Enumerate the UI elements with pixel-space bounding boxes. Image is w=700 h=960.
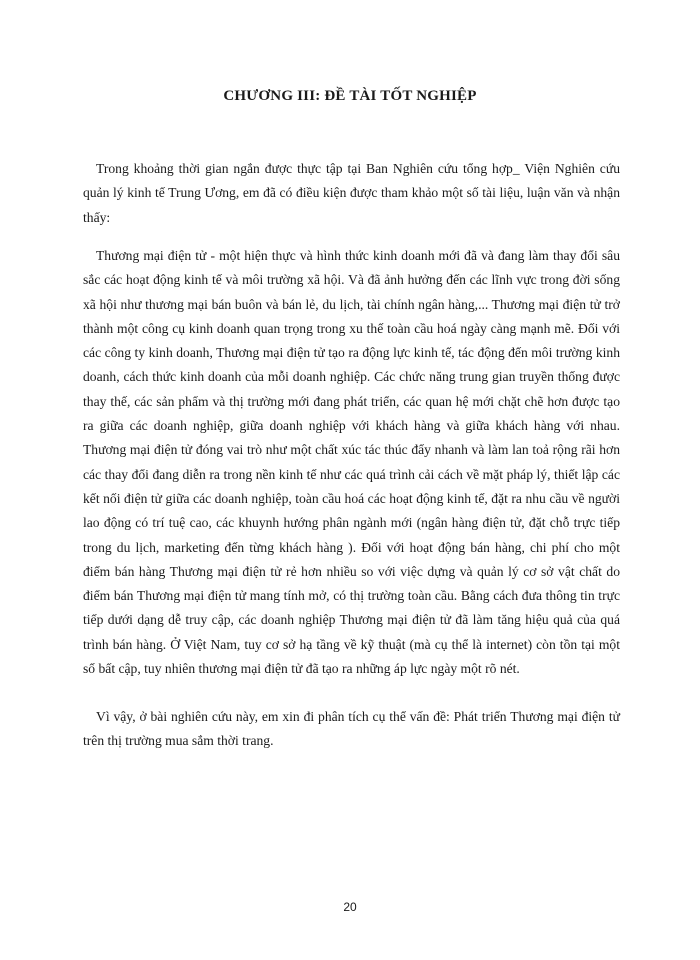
paragraph-main: Thương mại điện tử - một hiện thực và hình thức kinh doanh mới đã và đang làm thay đổi sâu sắc các hoạt động kinh tế và môi trường xã hội. Và đã ảnh hưởng đến các lĩnh vực trong đời sống xã hội như thương mại bán buôn và bán lẻ, du lịch, tài chính ngân hàng,... Thương mại điện tử trở thành một công cụ kinh doanh quan trọng trong xu thế toàn cầu hoá ngày càng mạnh mẽ. Đối với các công ty kinh doanh, Thương mại điện tử tạo ra động lực kinh tế, tác động đến môi trường kinh doanh, cách thức kinh doanh của mỗi doanh nghiệp. Các chức năng trung gian truyền thống được thay thế, các sản phẩm và thị trường mới đang phát triển, các quan hệ mới chặt chẽ hơn được tạo ra giữa các doanh nghiệp, giữa doanh nghiệp với khách hàng và giữa khách hàng với nhau. Thương mại điện tử đóng vai trò như một chất xúc tác thúc đẩy nhanh và làm lan toả rộng rãi hơn các thay đổi đang diễn ra trong nền kinh tế như các quá trình cải cách về mặt pháp lý, thiết lập các kết nối điện tử giữa các doanh nghiệp, toàn cầu hoá các hoạt động kinh tế, đặt ra nhu cầu về người lao động có trí tuệ cao, các khuynh hướng phân ngành mới (ngân hàng điện tử, đặt chỗ trực tiếp trong du lịch, marketing đến từng khách hàng ). Đối với hoạt động bán hàng, chi phí cho một điểm bán hàng Thương mại điện tử rẻ hơn nhiều so với việc dựng và quản lý cơ sở vật chất do điểm bán Thương mại điện tử mang tính mở, có thị trường toàn cầu. Bằng cách đưa thông tin trực tiếp dưới dạng dễ truy cập, các doanh nghiệp Thương mại điện tử đã làm tăng hiệu quả của quá trình bán hàng. Ở Việt Nam, tuy cơ sở hạ tầng về kỹ thuật (mà cụ thể là internet) còn tồn tại một số bất cập, tuy nhiên thương mại điện tử đã tạo ra những áp lực ngày một rõ nét. xyxy=(83,248,620,677)
paragraph-conclusion: Vì vậy, ở bài nghiên cứu này, em xin đi phân tích cụ thể vấn đề: Phát triển Thương mại điện tử trên thị trường mua sắm thời trang. xyxy=(83,709,620,749)
page-number: 20 xyxy=(343,900,357,914)
chapter-title: CHƯƠNG III: ĐỀ TÀI TỐT NGHIỆP xyxy=(223,88,477,104)
paragraph-intro: Trong khoảng thời gian ngắn được thực tập tại Ban Nghiên cứu tổng hợp_ Viện Nghiên cứu quản lý kinh tế Trung Ương, em đã có điều kiện được tham khảo một số tài liệu, luận văn và nhận thấy: xyxy=(83,161,620,225)
